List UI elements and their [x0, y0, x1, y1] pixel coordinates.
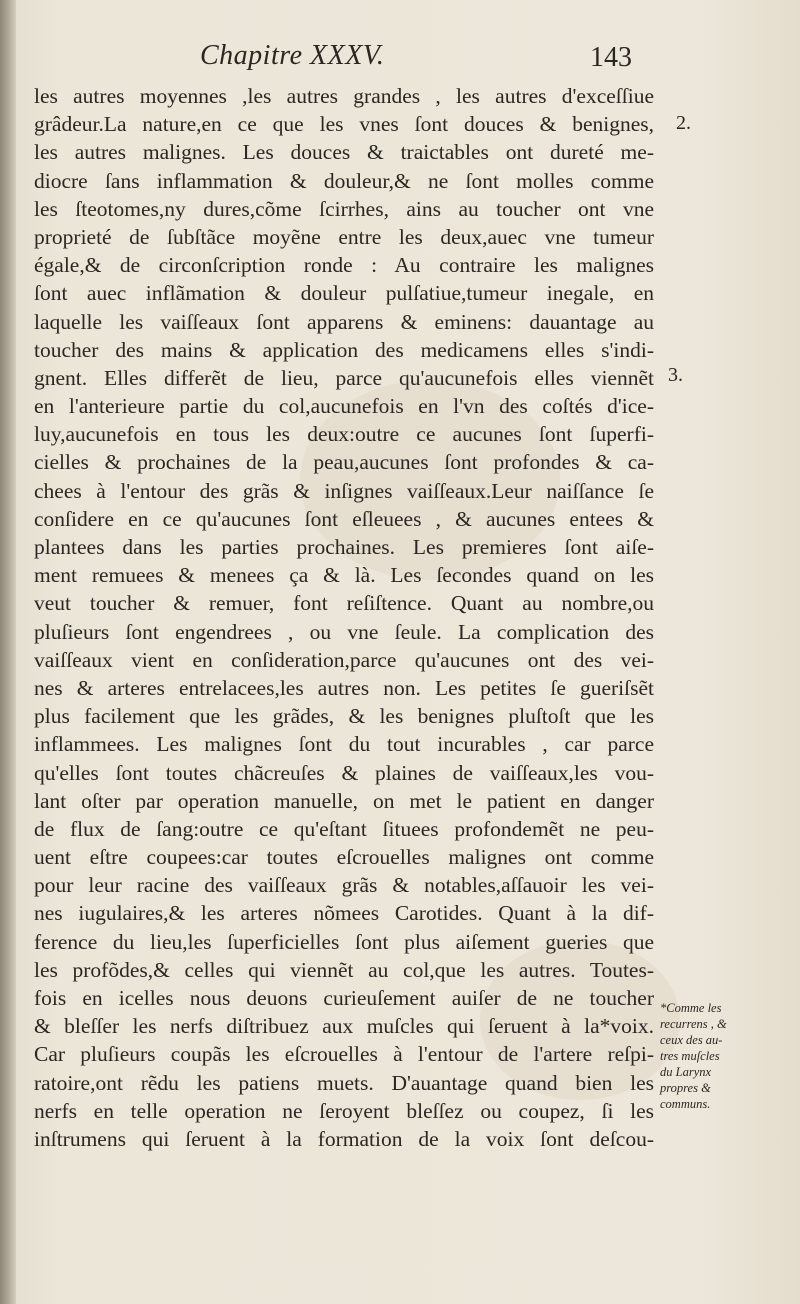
text-line: nes iugulaires,& les arteres nõmees Carotides. Quant à la dif- — [34, 901, 654, 926]
text-line: les autres malignes. Les douces & traictables ont dureté me- — [34, 140, 654, 165]
text-line: égale,& de circonſcription ronde : Au contraire les malignes — [34, 253, 654, 278]
text-line: veut toucher & remuer, font reſiſtence. Quant au nombre,ou — [34, 591, 654, 616]
text-line: pluſieurs ſont engendrees , ou vne ſeule. La complication des — [34, 619, 654, 644]
gloss-line: tres muſcles — [660, 1049, 720, 1063]
text-line: diocre ſans inflammation & douleur,& ne ſont molles comme — [34, 168, 654, 193]
gloss-line: *Comme les — [660, 1001, 722, 1015]
text-line: plantees dans les parties prochaines. Les premieres ſont aiſe- — [34, 535, 654, 559]
text-line: inflammees. Les malignes ſont du tout incurables , car parce — [34, 732, 654, 757]
text-line: les autres moyennes ,les autres grandes , les autres d'exceſſiue — [34, 84, 654, 108]
margin-number: 3. — [668, 364, 683, 386]
text-line: pour leur racine des vaiſſeaux grãs & notables,aſſauoir les vei- — [34, 873, 654, 898]
text-line: & bleſſer les nerfs diſtribuez aux muſcles qui ſeruent à la*voix. — [34, 1014, 654, 1039]
text-line: fois en icelles nous deuons curieuſement auiſer de ne toucher — [34, 986, 654, 1010]
gloss-line: communs. — [660, 1097, 711, 1111]
text-line: en l'anterieure partie du col,aucunefois en l'vn des coſtés d'ice- — [34, 394, 654, 419]
text-line: nerfs en telle operation ne ſeroyent bleſſez ou coupez, ſi les — [34, 1098, 654, 1123]
text-line: plus facilement que les grãdes, & les benignes pluſtoſt que les — [34, 704, 654, 729]
text-line: proprieté de ſubſtãce moyẽne entre les deux,auec vne tumeur — [34, 224, 654, 249]
text-line: les ſteotomes,ny dures,cõme ſcirrhes, ains au toucher ont vne — [34, 196, 654, 221]
text-line: grâdeur.La nature,en ce que les vnes ſont douces & benignes, — [34, 112, 654, 137]
text-line: lant oſter par operation manuelle, on met le patient en danger — [34, 788, 654, 813]
text-line: les profõdes,& celles qui viennẽt au col,que les autres. Toutes- — [34, 957, 654, 982]
margin-number: 2. — [676, 112, 691, 134]
text-line: ment remuees & menees ça & là. Les ſecondes quand on les — [34, 563, 654, 588]
page-binding-shadow — [0, 0, 16, 1304]
text-line: gnent. Elles differẽt de lieu, parce qu'aucunefois elles viennẽt — [34, 365, 654, 390]
text-line: conſidere en ce qu'aucunes ſont eſleuees , & aucunes entees & — [34, 506, 654, 531]
text-line: Car pluſieurs coupãs les eſcrouelles à l'entour de l'artere reſpi- — [34, 1042, 654, 1067]
text-line: nes & arteres entrelacees,les autres non. Les petites ſe gueriſsẽt — [34, 675, 654, 700]
text-line: uent eſtre coupees:car toutes eſcrouelles malignes ont comme — [34, 845, 654, 870]
text-line: vaiſſeaux vient en conſideration,parce qu'aucunes ont des vei- — [34, 647, 654, 672]
gloss-line: du Larynx — [660, 1065, 712, 1079]
text-line: de flux de ſang:outre ce qu'eſtant ſituees profondemẽt ne peu- — [34, 816, 654, 841]
gloss-line: ceux des au- — [660, 1033, 723, 1047]
page-number: 143 — [590, 42, 632, 73]
text-line: inſtrumens qui ſeruent à la formation de la voix ſont deſcou- — [34, 1126, 654, 1151]
text-line: ſont auec inflãmation & douleur pulſatiue,tumeur inegale, en — [34, 281, 654, 306]
text-line: ratoire,ont rẽdu les patiens muets. D'auantage quand bien les — [34, 1070, 654, 1095]
gloss-line: recurrens , & — [660, 1017, 727, 1031]
text-line: qu'elles ſont toutes chãcreuſes & plaines de vaiſſeaux,les vou- — [34, 760, 654, 785]
page-header — [0, 40, 800, 80]
text-line: cielles & prochaines de la peau,aucunes ſont profondes & ca- — [34, 450, 654, 475]
text-line: luy,aucunefois en tous les deux:outre ce aucunes ſont ſuperfi- — [34, 422, 654, 447]
text-line: toucher des mains & application des medicamens elles s'indi- — [34, 337, 654, 362]
marginal-gloss — [660, 1000, 790, 1112]
body-text — [34, 82, 654, 1153]
text-line: laquelle les vaiſſeaux ſont apparens & eminens: dauantage au — [34, 309, 654, 334]
text-line: chees à l'entour des grãs & inſignes vaiſſeaux.Leur naiſſance ſe — [34, 478, 654, 503]
text-line: ference du lieu,les ſuperficielles ſont plus aiſement gueries que — [34, 929, 654, 954]
running-head: Chapitre XXXV. — [200, 40, 385, 71]
gloss-line: propres & — [660, 1081, 711, 1095]
